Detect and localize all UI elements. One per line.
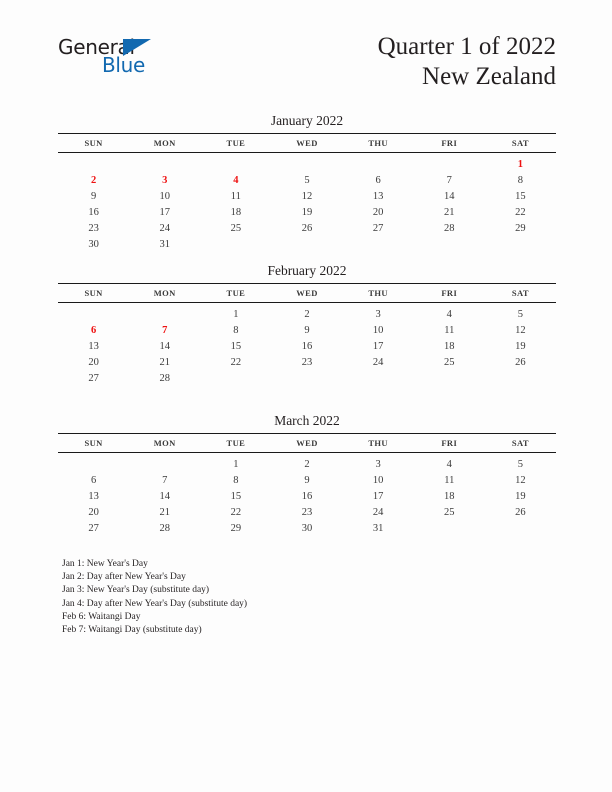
calendar-day-empty — [200, 236, 271, 252]
calendar-day-cell[interactable]: 5 — [304, 174, 310, 186]
generalblue-logo[interactable] — [58, 36, 218, 82]
calendar-week-row — [58, 520, 556, 536]
calendar-day-cell[interactable]: 26 — [515, 356, 526, 368]
weekday-thu: THU — [343, 134, 414, 153]
calendar-day-cell[interactable]: 2 — [90, 174, 97, 186]
calendar-table-february — [58, 283, 556, 386]
calendar-day-empty — [129, 153, 200, 173]
calendar-week-row — [58, 172, 556, 188]
calendar-day-cell[interactable]: 7 — [162, 324, 168, 336]
calendar-day-empty — [343, 236, 414, 252]
calendar-day-cell[interactable]: 18 — [230, 206, 242, 218]
calendar-day-empty — [485, 520, 556, 536]
calendar-day-cell[interactable]: 28 — [159, 372, 170, 384]
calendar-day-cell[interactable]: 31 — [372, 522, 384, 534]
calendar-week-row — [58, 204, 556, 220]
calendar-day-cell[interactable]: 15 — [515, 190, 526, 202]
calendar-day-cell[interactable]: 19 — [301, 206, 313, 218]
weekday-sun: SUN — [58, 434, 129, 453]
calendar-day-cell[interactable]: 23 — [301, 506, 313, 518]
calendar-day-cell[interactable]: 5 — [517, 308, 524, 320]
calendar-body — [58, 153, 556, 253]
weekday-sat: SAT — [485, 434, 556, 453]
calendar-day-cell[interactable]: 20 — [372, 206, 384, 218]
calendar-day-cell[interactable]: 11 — [230, 190, 241, 202]
calendar-day-cell[interactable]: 19 — [515, 490, 526, 502]
calendar-day-cell[interactable]: 12 — [515, 324, 526, 336]
holiday-legend-item: Jan 4: Day after New Year's Day (substitute day) — [62, 598, 248, 609]
calendar-week-row — [58, 370, 556, 386]
month-title: February 2022 — [267, 263, 347, 278]
calendar-week-row — [58, 488, 556, 504]
holiday-legend-item: Jan 3: New Year's Day (substitute day) — [62, 585, 210, 596]
holiday-legend-item: Jan 2: Day after New Year's Day — [62, 572, 186, 583]
calendar-day-cell[interactable]: 16 — [301, 340, 313, 352]
weekday-mon: MON — [129, 434, 200, 453]
calendar-day-cell[interactable]: 27 — [88, 372, 99, 384]
calendar-day-cell[interactable]: 20 — [88, 356, 99, 368]
calendar-day-cell[interactable]: 23 — [301, 356, 313, 368]
calendar-day-empty — [271, 370, 342, 386]
calendar-day-cell[interactable]: 18 — [444, 340, 455, 352]
weekday-mon: MON — [129, 134, 200, 153]
calendar-day-cell[interactable]: 27 — [88, 522, 99, 534]
calendar-day-cell[interactable]: 10 — [372, 474, 384, 486]
weekday-tue: TUE — [200, 284, 271, 303]
month-title: January 2022 — [270, 113, 344, 128]
calendar-day-cell[interactable]: 1 — [517, 158, 524, 170]
page-title-quarter: Quarter 1 of 2022 — [377, 33, 556, 60]
calendar-day-empty — [200, 153, 271, 173]
calendar-day-cell[interactable]: 6 — [375, 174, 381, 186]
weekday-fri: FRI — [414, 434, 485, 453]
month-block-february — [58, 262, 556, 386]
calendar-day-cell[interactable]: 25 — [444, 506, 455, 518]
month-block-march — [58, 412, 556, 536]
calendar-day-cell[interactable]: 5 — [517, 458, 524, 470]
holiday-legend-item: Jan 1: New Year's Day — [62, 559, 148, 569]
calendar-day-cell[interactable]: 3 — [162, 174, 168, 186]
calendar-week-row — [58, 322, 556, 338]
weekday-tue: TUE — [200, 134, 271, 153]
month-title: March 2022 — [274, 413, 340, 428]
weekday-wed: WED — [271, 134, 342, 153]
calendar-day-cell[interactable]: 24 — [159, 222, 170, 234]
page-title — [378, 32, 556, 92]
calendar-day-cell[interactable]: 8 — [233, 474, 239, 486]
calendar-day-empty — [200, 370, 271, 386]
calendar-body — [58, 453, 556, 537]
calendar-day-cell[interactable]: 28 — [444, 222, 455, 234]
calendar-day-cell[interactable]: 24 — [372, 356, 384, 368]
calendar-day-empty — [414, 370, 485, 386]
weekday-header-row — [58, 434, 556, 453]
calendar-day-cell[interactable]: 15 — [230, 490, 242, 502]
calendar-day-cell[interactable]: 8 — [233, 324, 239, 336]
calendar-day-cell[interactable]: 29 — [515, 222, 526, 234]
calendar-day-empty — [129, 453, 200, 473]
calendar-day-cell[interactable]: 3 — [375, 308, 381, 320]
calendar-day-cell[interactable]: 11 — [444, 324, 455, 336]
calendar-day-cell[interactable]: 9 — [304, 324, 310, 336]
calendar-day-cell[interactable]: 2 — [304, 458, 310, 470]
calendar-day-cell[interactable]: 12 — [301, 190, 313, 202]
calendar-day-cell[interactable]: 30 — [88, 238, 99, 250]
calendar-day-cell[interactable]: 26 — [515, 506, 526, 518]
calendar-day-cell[interactable]: 17 — [372, 340, 384, 352]
calendar-day-empty — [414, 520, 485, 536]
logo-text-general: General — [58, 35, 135, 59]
calendar-day-empty — [343, 370, 414, 386]
calendar-day-cell[interactable]: 15 — [230, 340, 242, 352]
calendar-week-row — [58, 188, 556, 204]
calendar-day-cell[interactable]: 9 — [90, 190, 97, 202]
calendar-day-cell[interactable]: 27 — [372, 222, 384, 234]
calendar-day-empty — [129, 303, 200, 323]
calendar-day-cell[interactable]: 24 — [372, 506, 384, 518]
page-header — [0, 0, 612, 104]
calendar-day-cell[interactable]: 14 — [159, 490, 170, 502]
calendar-week-row — [58, 153, 556, 173]
weekday-tue: TUE — [200, 434, 271, 453]
weekday-fri: FRI — [414, 284, 485, 303]
logo-text-blue: Blue — [102, 53, 146, 77]
calendar-body — [58, 303, 556, 387]
calendar-day-cell[interactable]: 20 — [88, 506, 99, 518]
calendar-table-january — [58, 133, 556, 252]
calendar-day-cell[interactable]: 22 — [515, 206, 526, 218]
calendar-day-cell[interactable]: 6 — [90, 474, 97, 486]
calendar-day-cell[interactable]: 26 — [301, 222, 313, 234]
calendar-day-cell[interactable]: 6 — [90, 324, 97, 336]
calendar-day-empty — [485, 370, 556, 386]
calendar-day-cell[interactable]: 13 — [88, 490, 99, 502]
calendar-week-row — [58, 236, 556, 252]
calendar-week-row — [58, 303, 556, 323]
calendar-week-row — [58, 338, 556, 354]
calendar-day-cell[interactable]: 9 — [304, 474, 310, 486]
calendar-day-cell[interactable]: 4 — [446, 458, 452, 470]
calendar-day-cell[interactable]: 14 — [444, 190, 455, 202]
holiday-legend-item: Feb 7: Waitangi Day (substitute day) — [62, 625, 202, 636]
calendar-day-empty — [414, 236, 485, 252]
calendar-day-cell[interactable]: 14 — [159, 340, 170, 352]
calendar-day-cell[interactable]: 17 — [159, 206, 170, 218]
calendar-week-row — [58, 472, 556, 488]
calendar-day-cell[interactable]: 16 — [88, 206, 99, 218]
calendar-day-cell[interactable]: 16 — [301, 490, 313, 502]
calendar-day-cell[interactable]: 7 — [162, 474, 168, 486]
holiday-legend-item: Feb 6: Waitangi Day — [62, 611, 141, 622]
weekday-wed: WED — [271, 284, 342, 303]
calendar-day-cell[interactable]: 18 — [444, 490, 455, 502]
calendar-day-cell[interactable]: 1 — [233, 308, 239, 320]
calendar-day-cell[interactable]: 22 — [230, 506, 242, 518]
weekday-sat: SAT — [485, 284, 556, 303]
weekday-wed: WED — [271, 434, 342, 453]
calendar-day-cell[interactable]: 29 — [230, 522, 242, 534]
weekday-fri: FRI — [414, 134, 485, 153]
weekday-thu: THU — [343, 434, 414, 453]
calendar-day-cell[interactable]: 7 — [446, 174, 452, 186]
calendar-day-empty — [485, 236, 556, 252]
calendar-day-cell[interactable]: 4 — [446, 308, 452, 320]
calendar-day-cell[interactable]: 10 — [159, 190, 170, 202]
calendar-day-cell[interactable]: 17 — [372, 490, 384, 502]
calendar-day-cell[interactable]: 3 — [375, 458, 381, 470]
calendar-day-cell[interactable]: 11 — [444, 474, 455, 486]
calendar-day-cell[interactable]: 4 — [233, 174, 239, 186]
calendar-day-cell[interactable]: 2 — [304, 308, 310, 320]
calendar-day-cell[interactable]: 25 — [230, 222, 242, 234]
weekday-mon: MON — [129, 284, 200, 303]
calendar-day-empty — [271, 153, 342, 173]
calendar-day-empty — [58, 303, 129, 323]
weekday-thu: THU — [343, 284, 414, 303]
calendar-day-cell[interactable]: 23 — [88, 222, 99, 234]
calendar-day-cell[interactable]: 30 — [301, 522, 313, 534]
calendar-day-cell[interactable]: 1 — [233, 458, 239, 470]
calendar-day-empty — [414, 153, 485, 173]
holiday-legend-list — [62, 558, 482, 637]
calendar-day-cell[interactable]: 21 — [444, 206, 455, 218]
calendar-day-cell[interactable]: 25 — [444, 356, 455, 368]
weekday-header-row — [58, 134, 556, 153]
month-block-january — [58, 112, 556, 252]
calendar-week-row — [58, 220, 556, 236]
calendar-table-march — [58, 433, 556, 536]
calendar-day-cell[interactable]: 28 — [159, 522, 170, 534]
calendar-day-cell[interactable]: 8 — [517, 174, 524, 186]
calendar-week-row — [58, 354, 556, 370]
calendar-day-empty — [271, 236, 342, 252]
calendar-day-cell[interactable]: 21 — [159, 356, 170, 368]
weekday-sun: SUN — [58, 134, 129, 153]
calendar-day-empty — [58, 153, 129, 173]
calendar-day-cell[interactable]: 21 — [159, 506, 170, 518]
calendar-day-cell[interactable]: 19 — [515, 340, 526, 352]
weekday-sat: SAT — [485, 134, 556, 153]
calendar-day-cell[interactable]: 10 — [372, 324, 384, 336]
calendar-week-row — [58, 504, 556, 520]
calendar-day-cell[interactable]: 13 — [372, 190, 384, 202]
calendar-day-cell[interactable]: 22 — [230, 356, 242, 368]
calendar-week-row — [58, 453, 556, 473]
weekday-sun: SUN — [58, 284, 129, 303]
calendar-day-cell[interactable]: 13 — [88, 340, 99, 352]
calendar-day-cell[interactable]: 31 — [159, 238, 170, 250]
calendar-day-cell[interactable]: 12 — [515, 474, 526, 486]
page-title-country: New Zealand — [422, 63, 556, 90]
calendar-day-empty — [58, 453, 129, 473]
weekday-header-row — [58, 284, 556, 303]
calendar-day-empty — [343, 153, 414, 173]
